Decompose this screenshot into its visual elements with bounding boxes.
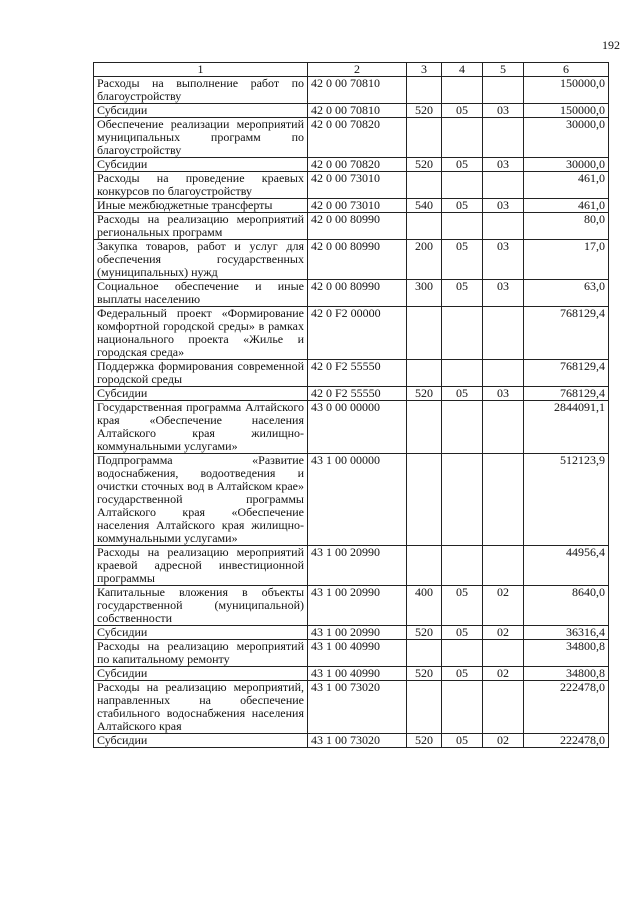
- expense-type-cell: [407, 454, 442, 546]
- header-cell-2: 2: [308, 63, 407, 77]
- code-cell: 43 1 00 40990: [308, 640, 407, 667]
- subsection-cell: 02: [483, 626, 524, 640]
- code-cell: 42 0 F2 55550: [308, 360, 407, 387]
- expense-type-cell: 520: [407, 667, 442, 681]
- amount-cell: 150000,0: [524, 104, 609, 118]
- table-row: [94, 360, 609, 387]
- table-row: [94, 104, 609, 118]
- amount-cell: 768129,4: [524, 387, 609, 401]
- expense-type-cell: [407, 172, 442, 199]
- amount-cell: 36316,4: [524, 626, 609, 640]
- subsection-cell: [483, 172, 524, 199]
- name-cell: Субсидии: [94, 387, 308, 401]
- expense-type-cell: 400: [407, 586, 442, 626]
- name-cell: Социальное обеспечение и иные выплаты населению: [94, 280, 308, 307]
- amount-cell: 34800,8: [524, 640, 609, 667]
- table-row: [94, 454, 609, 546]
- subsection-cell: 03: [483, 280, 524, 307]
- subsection-cell: [483, 454, 524, 546]
- table-row: [94, 401, 609, 454]
- table-body: [94, 63, 609, 748]
- expense-type-cell: [407, 77, 442, 104]
- expense-type-cell: [407, 213, 442, 240]
- code-cell: 42 0 00 73010: [308, 172, 407, 199]
- budget-table: [93, 62, 609, 748]
- code-cell: 42 0 00 70820: [308, 158, 407, 172]
- section-cell: 05: [442, 387, 483, 401]
- subsection-cell: 03: [483, 387, 524, 401]
- header-cell-1: 1: [94, 63, 308, 77]
- table-row: [94, 546, 609, 586]
- code-cell: 43 1 00 40990: [308, 667, 407, 681]
- name-cell: Субсидии: [94, 667, 308, 681]
- expense-type-cell: [407, 118, 442, 158]
- code-cell: 43 0 00 00000: [308, 401, 407, 454]
- amount-cell: 17,0: [524, 240, 609, 280]
- amount-cell: 768129,4: [524, 360, 609, 387]
- section-cell: [442, 360, 483, 387]
- name-cell: Субсидии: [94, 158, 308, 172]
- name-cell: Расходы на реализацию мероприятий региональных программ: [94, 213, 308, 240]
- expense-type-cell: 520: [407, 104, 442, 118]
- header-cell-3: 3: [407, 63, 442, 77]
- subsection-cell: [483, 77, 524, 104]
- subsection-cell: [483, 213, 524, 240]
- section-cell: [442, 454, 483, 546]
- name-cell: Закупка товаров, работ и услуг для обеспечения государственных (муниципальных) нужд: [94, 240, 308, 280]
- code-cell: 42 0 00 80990: [308, 240, 407, 280]
- amount-cell: 512123,9: [524, 454, 609, 546]
- code-cell: 42 0 00 70810: [308, 104, 407, 118]
- expense-type-cell: 540: [407, 199, 442, 213]
- expense-type-cell: [407, 681, 442, 734]
- section-cell: 05: [442, 199, 483, 213]
- amount-cell: 461,0: [524, 172, 609, 199]
- expense-type-cell: 520: [407, 626, 442, 640]
- table-row: [94, 681, 609, 734]
- subsection-cell: 02: [483, 586, 524, 626]
- table-row: [94, 307, 609, 360]
- code-cell: 43 1 00 73020: [308, 734, 407, 748]
- page-number: 192: [602, 38, 620, 52]
- header-cell-5: 5: [483, 63, 524, 77]
- amount-cell: 30000,0: [524, 118, 609, 158]
- name-cell: Государственная программа Алтайского края «Обеспечение населения Алтайского края жилищно-коммунальными услугами»: [94, 401, 308, 454]
- amount-cell: 461,0: [524, 199, 609, 213]
- expense-type-cell: 520: [407, 734, 442, 748]
- amount-cell: 30000,0: [524, 158, 609, 172]
- section-cell: [442, 118, 483, 158]
- subsection-cell: [483, 118, 524, 158]
- subsection-cell: 03: [483, 158, 524, 172]
- name-cell: Расходы на реализацию мероприятий, направленных на обеспечение стабильного водоснабжения населения Алтайского края: [94, 681, 308, 734]
- section-cell: [442, 213, 483, 240]
- name-cell: Расходы на реализацию мероприятий по капитальному ремонту: [94, 640, 308, 667]
- code-cell: 42 0 00 73010: [308, 199, 407, 213]
- subsection-cell: [483, 546, 524, 586]
- table-row: [94, 118, 609, 158]
- table-row: [94, 280, 609, 307]
- code-cell: 42 0 F2 00000: [308, 307, 407, 360]
- table-row: [94, 172, 609, 199]
- code-cell: 43 1 00 20990: [308, 586, 407, 626]
- section-cell: [442, 681, 483, 734]
- subsection-cell: [483, 640, 524, 667]
- table-row: [94, 626, 609, 640]
- code-cell: 43 1 00 20990: [308, 546, 407, 586]
- table-row: [94, 640, 609, 667]
- amount-cell: 34800,8: [524, 667, 609, 681]
- name-cell: Расходы на проведение краевых конкурсов по благоустройству: [94, 172, 308, 199]
- expense-type-cell: 300: [407, 280, 442, 307]
- amount-cell: 768129,4: [524, 307, 609, 360]
- section-cell: 05: [442, 626, 483, 640]
- header-cell-4: 4: [442, 63, 483, 77]
- section-cell: [442, 77, 483, 104]
- expense-type-cell: [407, 546, 442, 586]
- name-cell: Капитальные вложения в объекты государственной (муниципальной) собственности: [94, 586, 308, 626]
- section-cell: 05: [442, 240, 483, 280]
- code-cell: 42 0 F2 55550: [308, 387, 407, 401]
- code-cell: 43 1 00 73020: [308, 681, 407, 734]
- table-row: [94, 213, 609, 240]
- table-row: [94, 387, 609, 401]
- amount-cell: 222478,0: [524, 681, 609, 734]
- expense-type-cell: [407, 640, 442, 667]
- section-cell: 05: [442, 280, 483, 307]
- name-cell: Субсидии: [94, 104, 308, 118]
- amount-cell: 80,0: [524, 213, 609, 240]
- table-row: [94, 158, 609, 172]
- expense-type-cell: 520: [407, 158, 442, 172]
- header-cell-6: 6: [524, 63, 609, 77]
- section-cell: [442, 640, 483, 667]
- amount-cell: 63,0: [524, 280, 609, 307]
- table-row: [94, 240, 609, 280]
- section-cell: 05: [442, 104, 483, 118]
- subsection-cell: 02: [483, 734, 524, 748]
- section-cell: [442, 172, 483, 199]
- code-cell: 43 1 00 00000: [308, 454, 407, 546]
- section-cell: [442, 401, 483, 454]
- section-cell: 05: [442, 158, 483, 172]
- name-cell: Поддержка формирования современной городской среды: [94, 360, 308, 387]
- subsection-cell: [483, 360, 524, 387]
- section-cell: 05: [442, 734, 483, 748]
- name-cell: Расходы на выполнение работ по благоустройству: [94, 77, 308, 104]
- subsection-cell: 03: [483, 199, 524, 213]
- subsection-cell: [483, 401, 524, 454]
- section-cell: 05: [442, 586, 483, 626]
- expense-type-cell: [407, 401, 442, 454]
- section-cell: [442, 546, 483, 586]
- subsection-cell: [483, 307, 524, 360]
- table-row: [94, 199, 609, 213]
- amount-cell: 222478,0: [524, 734, 609, 748]
- expense-type-cell: [407, 360, 442, 387]
- name-cell: Расходы на реализацию мероприятий краевой адресной инвестиционной программы: [94, 546, 308, 586]
- name-cell: Федеральный проект «Формирование комфортной городской среды» в рамках национального проекта «Жилье и городская среда»: [94, 307, 308, 360]
- subsection-cell: 03: [483, 240, 524, 280]
- table-row: [94, 734, 609, 748]
- section-cell: 05: [442, 667, 483, 681]
- code-cell: 43 1 00 20990: [308, 626, 407, 640]
- subsection-cell: [483, 681, 524, 734]
- amount-cell: 44956,4: [524, 546, 609, 586]
- name-cell: Иные межбюджетные трансферты: [94, 199, 308, 213]
- code-cell: 42 0 00 70810: [308, 77, 407, 104]
- table-row: [94, 77, 609, 104]
- subsection-cell: 03: [483, 104, 524, 118]
- expense-type-cell: 520: [407, 387, 442, 401]
- subsection-cell: 02: [483, 667, 524, 681]
- amount-cell: 150000,0: [524, 77, 609, 104]
- expense-type-cell: [407, 307, 442, 360]
- code-cell: 42 0 00 70820: [308, 118, 407, 158]
- name-cell: Субсидии: [94, 734, 308, 748]
- table-row: [94, 586, 609, 626]
- code-cell: 42 0 00 80990: [308, 213, 407, 240]
- table-row: [94, 667, 609, 681]
- section-cell: [442, 307, 483, 360]
- name-cell: Подпрограмма «Развитие водоснабжения, водоотведения и очистки сточных вод в Алтайском крае» государственной программы Алтайского края «Обеспечение населения Алтайского края жилищно-коммунальными услугами»: [94, 454, 308, 546]
- amount-cell: 8640,0: [524, 586, 609, 626]
- code-cell: 42 0 00 80990: [308, 280, 407, 307]
- name-cell: Субсидии: [94, 626, 308, 640]
- name-cell: Обеспечение реализации мероприятий муниципальных программ по благоустройству: [94, 118, 308, 158]
- table-header-row: [94, 63, 609, 77]
- expense-type-cell: 200: [407, 240, 442, 280]
- amount-cell: 2844091,1: [524, 401, 609, 454]
